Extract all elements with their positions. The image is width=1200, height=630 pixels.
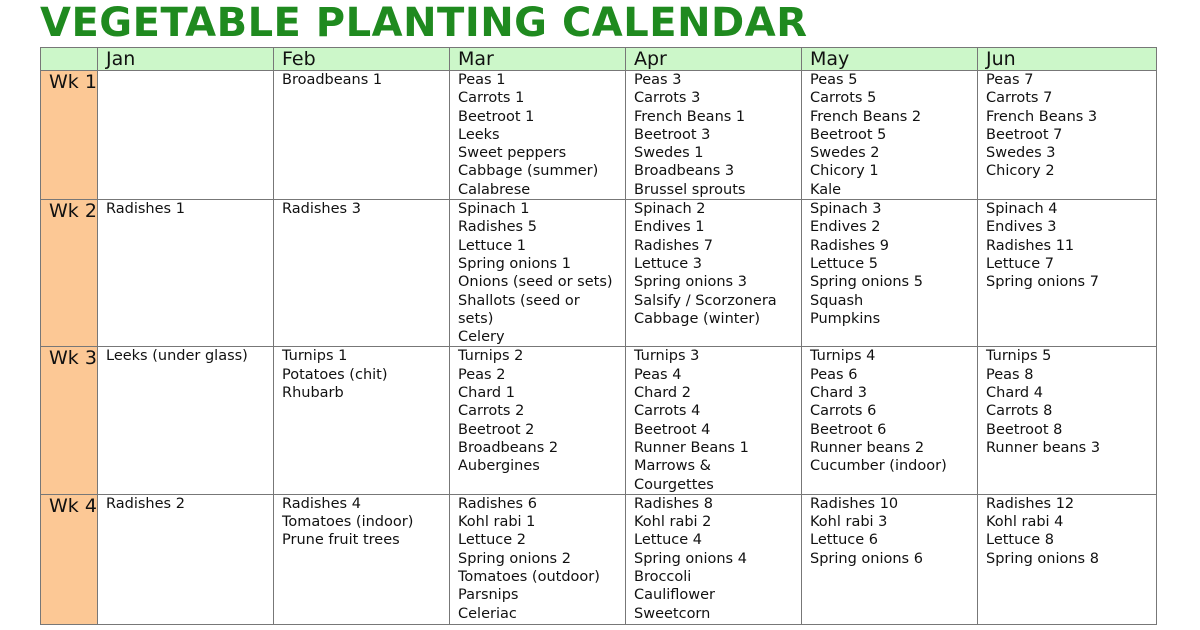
crop-entry: Turnips 4 (810, 348, 876, 365)
cell-jan-wk3 (98, 347, 274, 494)
crop-entry: Lettuce 2 (458, 532, 527, 549)
crop-entry: Beetroot 6 (810, 421, 887, 438)
crop-entry: Chard 3 (810, 385, 867, 402)
cell-apr-wk1 (626, 71, 802, 200)
month-header-jun: Jun (978, 48, 1157, 71)
week-label: Wk 3 (41, 347, 98, 494)
crop-entry: Cabbage (winter) (634, 310, 760, 327)
crop-entry: Leeks (under glass) (106, 348, 248, 365)
crop-entry: Spring onions 5 (810, 274, 923, 291)
month-header-mar: Mar (450, 48, 626, 71)
crop-entry: Broadbeans 2 (458, 439, 559, 456)
crop-entry: Onions (seed or sets) (458, 274, 613, 291)
crop-entry: Endives 3 (986, 219, 1057, 236)
crop-entry: Carrots 3 (634, 90, 701, 107)
crop-entry: Brussel sprouts (634, 181, 746, 198)
crop-entry: Beetroot 3 (634, 126, 711, 143)
crop-entry: Courgettes (634, 476, 714, 493)
crop-entry: Carrots 8 (986, 403, 1053, 420)
week-label: Wk 2 (41, 200, 98, 347)
week-label: Wk 4 (41, 494, 98, 624)
crop-entry: Kohl rabi 1 (458, 514, 536, 531)
month-header-apr: Apr (626, 48, 802, 71)
month-header-row (41, 48, 1157, 71)
crop-entry: Spring onions 1 (458, 255, 571, 272)
cell-feb-wk4 (274, 494, 450, 624)
crop-entry: Sweet peppers (458, 145, 567, 162)
cell-may-wk2 (802, 200, 978, 347)
crop-entry: Carrots 5 (810, 90, 877, 107)
crop-entry: Carrots 1 (458, 90, 525, 107)
crop-entry: Shallots (seed or (458, 292, 580, 309)
crop-entry: Peas 2 (458, 366, 506, 383)
cell-jun-wk1 (978, 71, 1157, 200)
crop-entry: Carrots 6 (810, 403, 877, 420)
crop-entry: Peas 3 (634, 72, 682, 88)
crop-entry: Turnips 2 (458, 348, 524, 365)
cell-jan-wk4 (98, 494, 274, 624)
cell-feb-wk2 (274, 200, 450, 347)
month-header-jan: Jan (98, 48, 274, 71)
crop-entry: Peas 4 (634, 366, 682, 383)
crop-entry: Runner beans 3 (986, 439, 1101, 456)
crop-entry: Beetroot 1 (458, 108, 535, 125)
crop-entry: Beetroot 2 (458, 421, 535, 438)
crop-entry: Spring onions 8 (986, 550, 1099, 567)
crop-entry: Salsify / Scorzonera (634, 292, 777, 309)
crop-entry: Calabrese (458, 181, 531, 198)
crop-entry: Spring onions 2 (458, 550, 571, 567)
cell-jun-wk3 (978, 347, 1157, 494)
month-header-feb: Feb (274, 48, 450, 71)
crop-entry: Tomatoes (indoor) (282, 514, 414, 531)
crop-entry: Turnips 3 (634, 348, 700, 365)
crop-entry: Spring onions 4 (634, 550, 747, 567)
cell-apr-wk4 (626, 494, 802, 624)
crop-entry: Marrows & (634, 458, 711, 475)
crop-entry: Aubergines (458, 458, 540, 475)
crop-entry: Potatoes (chit) (282, 366, 388, 383)
week-row-4 (41, 494, 1157, 624)
page-title: VEGETABLE PLANTING CALENDAR (40, 0, 808, 46)
crop-entry: Radishes 5 (458, 219, 537, 236)
crop-entry: Endives 1 (634, 219, 705, 236)
crop-entry: Spring onions 6 (810, 550, 923, 567)
crop-entry: Lettuce 5 (810, 255, 879, 272)
crop-entry: French Beans 1 (634, 108, 746, 125)
crop-entry: Lettuce 6 (810, 532, 879, 549)
crop-entry: Carrots 4 (634, 403, 701, 420)
crop-entry: Parsnips (458, 587, 519, 604)
cell-mar-wk3 (450, 347, 626, 494)
crop-entry: Kohl rabi 4 (986, 514, 1064, 531)
crop-entry: Radishes 8 (634, 495, 713, 512)
crop-entry: Broccoli (634, 569, 692, 586)
crop-entry: Broadbeans 3 (634, 163, 735, 180)
crop-entry: Lettuce 8 (986, 532, 1055, 549)
header-corner-cell (41, 48, 98, 71)
crop-entry: Chard 2 (634, 385, 691, 402)
crop-entry: Chard 1 (458, 385, 515, 402)
cell-mar-wk4 (450, 494, 626, 624)
planting-calendar-table (40, 47, 1157, 625)
crop-entry: Radishes 4 (282, 495, 361, 512)
crop-entry: Radishes 11 (986, 237, 1075, 254)
crop-entry: Cabbage (summer) (458, 163, 599, 180)
week-row-2 (41, 200, 1157, 347)
crop-entry: Spinach 4 (986, 201, 1058, 218)
crop-entry: Sweetcorn (634, 605, 711, 622)
crop-entry: Radishes 12 (986, 495, 1075, 512)
crop-entry: Runner beans 2 (810, 439, 925, 456)
crop-entry: Celeriac (458, 605, 517, 622)
crop-entry: Radishes 2 (106, 495, 185, 512)
crop-entry: Lettuce 1 (458, 237, 527, 254)
cell-jan-wk1 (98, 71, 274, 200)
crop-entry: Lettuce 4 (634, 532, 703, 549)
cell-jun-wk2 (978, 200, 1157, 347)
crop-entry: Kale (810, 181, 842, 198)
crop-entry: Cucumber (indoor) (810, 458, 947, 475)
crop-entry: Chicory 1 (810, 163, 879, 180)
cell-may-wk1 (802, 71, 978, 200)
crop-entry: Beetroot 4 (634, 421, 711, 438)
crop-entry: Swedes 1 (634, 145, 704, 162)
crop-entry: Squash (810, 292, 864, 309)
crop-entry: Peas 1 (458, 72, 506, 88)
crop-entry: Turnips 1 (282, 348, 348, 365)
crop-entry: Chard 4 (986, 385, 1043, 402)
crop-entry: Spring onions 7 (986, 274, 1099, 291)
cell-apr-wk3 (626, 347, 802, 494)
crop-entry: Prune fruit trees (282, 532, 400, 549)
crop-entry: Runner Beans 1 (634, 439, 749, 456)
crop-entry: Cauliflower (634, 587, 716, 604)
crop-entry: Spinach 3 (810, 201, 882, 218)
crop-entry: Carrots 7 (986, 90, 1053, 107)
crop-entry: Beetroot 8 (986, 421, 1063, 438)
crop-entry: Celery (458, 329, 505, 346)
crop-entry: Rhubarb (282, 385, 344, 402)
week-row-1 (41, 71, 1157, 200)
cell-jun-wk4 (978, 494, 1157, 624)
crop-entry: Peas 7 (986, 72, 1034, 88)
crop-entry: Radishes 3 (282, 201, 361, 218)
week-row-3 (41, 347, 1157, 494)
crop-entry: Pumpkins (810, 310, 881, 327)
cell-mar-wk1 (450, 71, 626, 200)
crop-entry: Radishes 7 (634, 237, 713, 254)
crop-entry: Swedes 3 (986, 145, 1056, 162)
crop-entry: Endives 2 (810, 219, 881, 236)
cell-mar-wk2 (450, 200, 626, 347)
crop-entry: French Beans 3 (986, 108, 1098, 125)
cell-may-wk4 (802, 494, 978, 624)
crop-entry: Carrots 2 (458, 403, 525, 420)
crop-entry: Radishes 1 (106, 201, 185, 218)
cell-feb-wk3 (274, 347, 450, 494)
crop-entry: French Beans 2 (810, 108, 922, 125)
crop-entry: Beetroot 7 (986, 126, 1063, 143)
crop-entry: Radishes 6 (458, 495, 537, 512)
crop-entry: Peas 8 (986, 366, 1034, 383)
crop-entry: Spinach 2 (634, 201, 706, 218)
crop-entry: Radishes 9 (810, 237, 889, 254)
cell-may-wk3 (802, 347, 978, 494)
crop-entry: Leeks (458, 126, 500, 143)
crop-entry: Broadbeans 1 (282, 72, 383, 88)
crop-entry: Spinach 1 (458, 201, 530, 218)
cell-jan-wk2 (98, 200, 274, 347)
crop-entry: Tomatoes (outdoor) (458, 569, 600, 586)
crop-entry: Spring onions 3 (634, 274, 747, 291)
crop-entry: Kohl rabi 2 (634, 514, 712, 531)
crop-entry: sets) (458, 310, 494, 327)
crop-entry: Peas 5 (810, 72, 858, 88)
crop-entry: Swedes 2 (810, 145, 880, 162)
crop-entry: Beetroot 5 (810, 126, 887, 143)
crop-entry: Chicory 2 (986, 163, 1055, 180)
cell-feb-wk1 (274, 71, 450, 200)
crop-entry: Lettuce 7 (986, 255, 1055, 272)
crop-entry: Peas 6 (810, 366, 858, 383)
crop-entry: Radishes 10 (810, 495, 899, 512)
cell-apr-wk2 (626, 200, 802, 347)
crop-entry: Kohl rabi 3 (810, 514, 888, 531)
month-header-may: May (802, 48, 978, 71)
week-label: Wk 1 (41, 71, 98, 200)
crop-entry: Turnips 5 (986, 348, 1052, 365)
crop-entry: Lettuce 3 (634, 255, 703, 272)
